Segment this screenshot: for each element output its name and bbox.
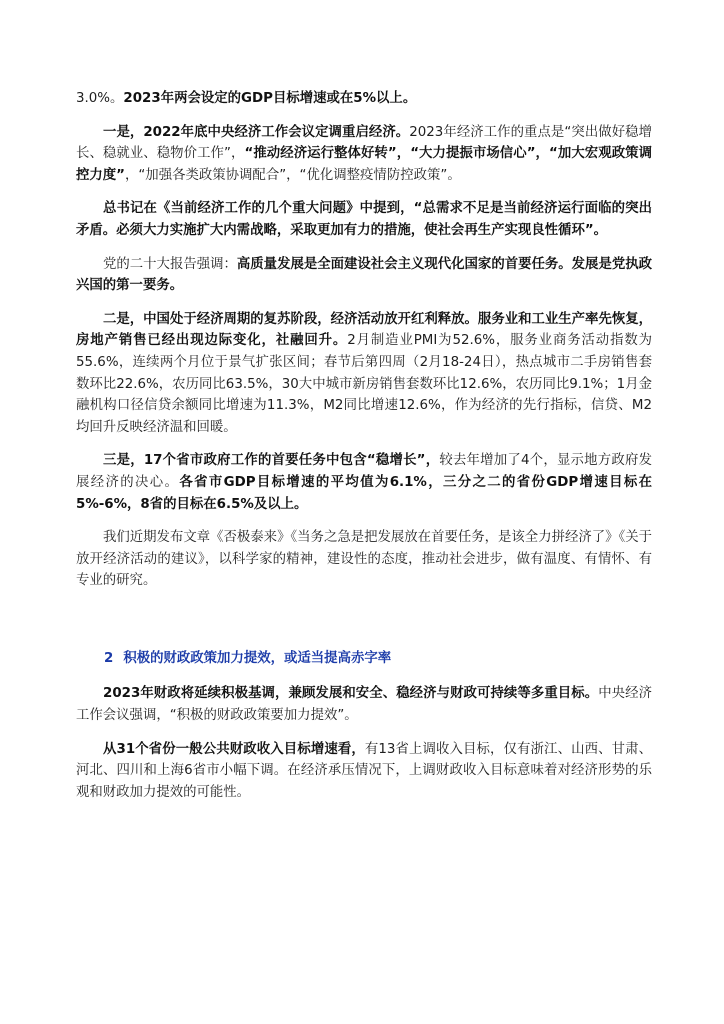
paragraph-point-one xyxy=(76,122,652,187)
bold-text-run: 高质量发展是全面建设社会主义现代化国家的首要任务。发展是党执政兴国的第一要务。 xyxy=(76,256,653,294)
bold-text-run: “推动经济运行整体好转”，“大力提振市场信心”，“加大宏观政策调控力度” xyxy=(76,146,652,183)
section-number: 2 xyxy=(104,650,114,666)
paragraph-point-three xyxy=(76,450,652,515)
text-run: 较去年增加了4个，显示地方政府发展经济的决心。 xyxy=(76,453,652,490)
section-title: 积极的财政政策加力提效，或适当提高赤字率 xyxy=(123,650,392,666)
bold-text-run: 总书记在《当前经济工作的几个重大问题》中提到，“总需求不足是当前经济运行面临的突出矛盾。必须大力实施扩大内需战略，采取更加有力的措施，使社会再生产实现良性循环”。 xyxy=(76,201,652,238)
bold-text-run: 各省市GDP目标增速的平均值为6.1%，三分之二的省份GDP增速目标在5%-6%，8省的目标在6.5%及以上。 xyxy=(76,474,652,512)
text-run: 中央经济工作会议强调，“积极的财政政策要加力提效”。 xyxy=(76,686,652,724)
paragraph-congress-report xyxy=(76,254,652,297)
bold-text-run: 二是，中国处于经济周期的复苏阶段，经济活动放开红利释放。服务业和工业生产率先恢复，房地产销售已经出现边际变化，社融回升。 xyxy=(76,311,653,349)
text-run: 党的二十大报告强调： xyxy=(103,256,237,272)
bold-text-run: 从31个省份一般公共财政收入目标增速看， xyxy=(103,741,365,757)
paragraph-fiscal-policy xyxy=(76,683,652,726)
paragraph-gdp-target xyxy=(76,88,652,110)
text-run: 我们近期发布文章《否极泰来》《当务之急是把发展放在首要任务，是该全力拼经济了》《关于放开经济活动的建议》，以科学家的精神，建设性的态度，推动社会进步，做有温度、有情怀、有专业的研究。 xyxy=(76,530,653,589)
paragraph-point-two xyxy=(76,309,652,439)
bold-text-run: 2023年财政将延续积极基调，兼顾发展和安全、稳经济与财政可持续等多重目标。 xyxy=(103,686,599,702)
text-run: 2月制造业PMI为52.6%，服务业商务活动指数为55.6%，连续两个月位于景气扩张区间；春节后第四周（2月18-24日），热点城市二手房销售套数环比22.6%，农历同比63.5%，30大中城市新房销售套数环比12.6%，农历同比9.1%；1月金融机构口径信贷余额同比增速为11.3%，M2同比增速12.6%，作为经济的先行指标，信贷、M2均回升反映经济温和回暖。 xyxy=(76,333,653,435)
document-body xyxy=(76,88,652,803)
text-run: 有13省上调收入目标，仅有浙江、山西、甘肃、河北、四川和上海6省市小幅下调。在经济承压情况下，上调财政收入目标意味着对经济形势的乐观和财政加力提效的可能性。 xyxy=(76,741,652,800)
bold-text-run: 一是，2022年底中央经济工作会议定调重启经济。 xyxy=(103,124,410,140)
section-heading xyxy=(76,648,652,670)
text-run: 2023年经济工作的重点是“突出做好稳增长、稳就业、稳物价工作”， xyxy=(76,124,652,162)
paragraph-quote xyxy=(76,198,652,241)
bold-text-run: 2023年两会设定的GDP目标增速或在5%以上。 xyxy=(123,91,417,106)
paragraph-revenue-targets xyxy=(76,739,652,804)
text-run: 3.0%。 xyxy=(76,91,124,106)
text-run: ，“加强各类政策协调配合”，“优化调整疫情防控政策”。 xyxy=(124,167,461,183)
bold-text-run: 三是，17个省市政府工作的首要任务中包含“稳增长”， xyxy=(103,453,440,469)
paragraph-recent-articles xyxy=(76,527,652,592)
